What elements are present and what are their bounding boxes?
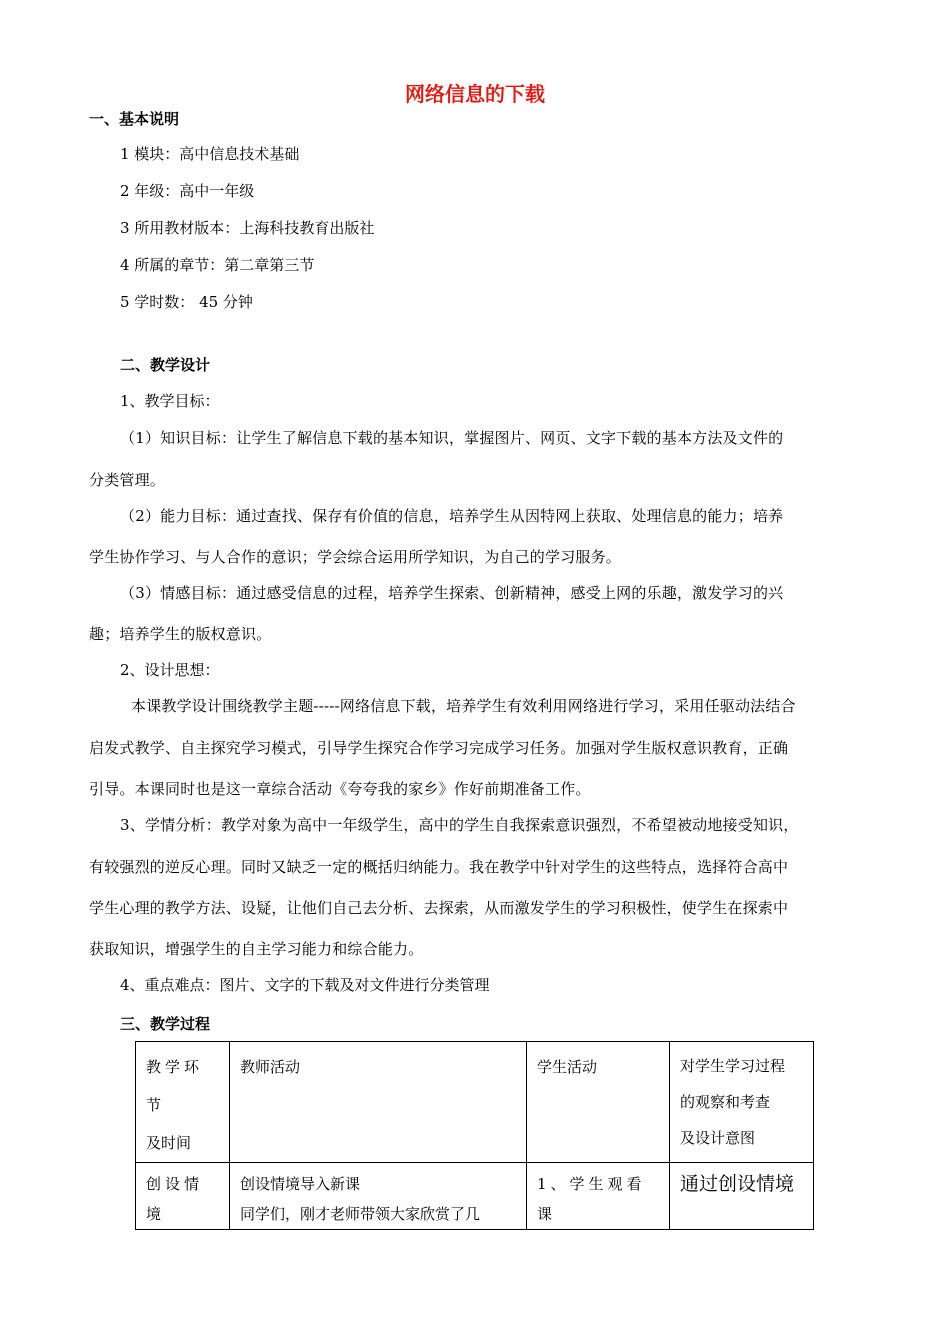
basic-info-chapter: 4 所属的章节：第二章第三节: [120, 256, 315, 274]
document-title: 网络信息的下载: [405, 82, 545, 106]
analysis-line2: 有较强烈的逆反心理。同时又缺乏一定的概括归纳能力。我在教学中针对学生的这些特点，选择符合高中: [89, 858, 789, 876]
section2-heading: 二、教学设计: [120, 356, 211, 374]
header-observation: [670, 1042, 814, 1163]
row1-teacher-activity: [230, 1163, 527, 1230]
analysis-line1: 3、学情分析：教学对象为高中一年级学生，高中的学生自我探索意识强烈，不希望被动地接受知识，: [120, 816, 799, 834]
row1-observation: 通过创设情境: [670, 1163, 814, 1230]
goal3-line2: 趣；培养学生的版权意识。: [89, 625, 272, 643]
idea-line3: 引导。本课同时也是这一章综合活动《夸夸我的家乡》作好前期准备工作。: [89, 780, 591, 798]
analysis-line3: 学生心理的教学方法、设疑，让他们自己去分析、去探索，从而激发学生的学习积极性，使学生在探索中: [89, 899, 789, 917]
basic-info-grade: 2 年级：高中一年级: [120, 182, 255, 200]
header-teacher-activity: 教师活动: [230, 1042, 527, 1163]
header-stage-time: [136, 1042, 230, 1163]
goal1-line2: 分类管理。: [89, 471, 166, 489]
row1-stage: 创设情境: [136, 1163, 230, 1230]
header-time: 及时间: [146, 1134, 192, 1152]
header-observation-line3: 及设计意图: [680, 1129, 756, 1147]
basic-info-hours: 5 学时数： 45 分钟: [120, 293, 253, 311]
header-stage: 教学环节: [146, 1058, 204, 1114]
basic-info-module: 1 模块：高中信息技术基础: [120, 145, 300, 163]
row1-student-activity: 1、学生观看课: [527, 1163, 670, 1230]
idea-heading: 2、设计思想：: [120, 661, 220, 679]
section3-heading: 三、教学过程: [120, 1015, 211, 1033]
goal3-line1: （3）情感目标：通过感受信息的过程，培养学生探索、创新精神，感受上网的乐趣，激发学习的兴: [120, 584, 784, 602]
header-observation-line2: 的观察和考查: [680, 1093, 771, 1111]
analysis-line4: 获取知识，增强学生的自主学习能力和综合能力。: [89, 940, 424, 958]
idea-line1: 本课教学设计围绕教学主题-----网络信息下载，培养学生有效利用网络进行学习，采用任驱动法结合: [131, 697, 796, 715]
table-row: [136, 1163, 814, 1230]
section1-heading: 一、基本说明: [89, 110, 180, 128]
table-header-row: [136, 1042, 814, 1163]
goals-heading: 1、教学目标：: [120, 392, 220, 410]
basic-info-textbook: 3 所用教材版本：上海科技教育出版社: [120, 219, 375, 237]
teaching-process-table: [135, 1041, 814, 1230]
goal2-line2: 学生协作学习、与人合作的意识；学会综合运用所学知识，为自己的学习服务。: [89, 548, 622, 566]
goal1-line1: （1）知识目标：让学生了解信息下载的基本知识，掌握图片、网页、文字下载的基本方法及文件的: [120, 429, 784, 447]
key-points: 4、重点难点：图片、文字的下载及对文件进行分类管理: [120, 976, 490, 994]
header-observation-line1: 对学生学习过程: [680, 1057, 786, 1075]
header-student-activity: 学生活动: [527, 1042, 670, 1163]
row1-teacher-line2: 同学们，刚才老师带领大家欣赏了几: [240, 1205, 481, 1223]
row1-teacher-line1: 创设情境导入新课: [240, 1175, 361, 1193]
idea-line2: 启发式教学、自主探究学习模式，引导学生探究合作学习完成学习任务。加强对学生版权意识教育，正确: [89, 739, 789, 757]
goal2-line1: （2）能力目标：通过查找、保存有价值的信息，培养学生从因特网上获取、处理信息的能力；培养: [120, 507, 784, 525]
